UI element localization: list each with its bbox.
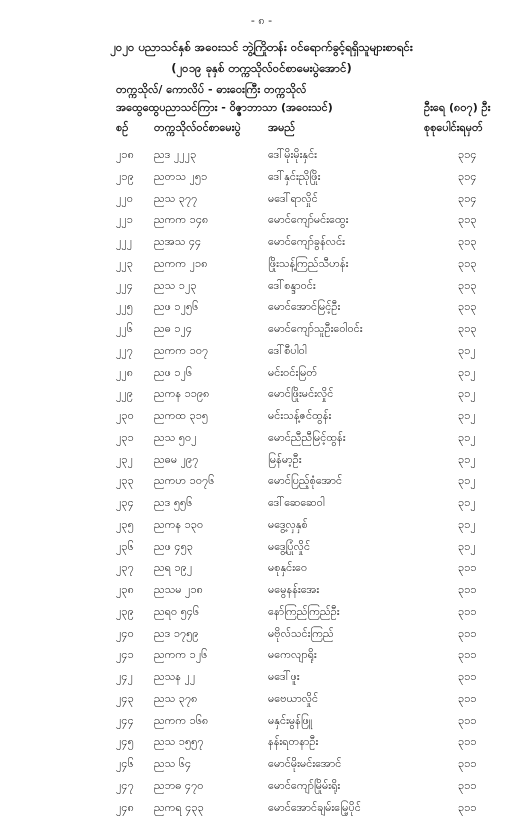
student-name: မောင်ကျော်မြိုမ်းရိုး [268,779,340,795]
table-row [0,188,523,210]
roll-number: ညကက ၁၂၆ [154,648,207,664]
student-name: မမွေနန်းအေး [268,583,319,599]
total-marks: ၃၁၂ [458,431,476,447]
row-number: ၂၃၁ [116,431,134,447]
total-marks: ၃၁၃ [458,300,477,316]
total-marks: ၃၁၁ [458,714,477,730]
student-name: မင်းသန့်ဇင်ထွန်း [268,409,331,425]
total-marks: ၃၁၁ [458,627,477,643]
table-row [0,362,523,384]
table-row [0,536,523,558]
roll-number: ညကက ၁၆၈ [154,714,208,730]
row-number: ၂၃၈ [116,583,134,599]
student-name: မဒေါ်ရာလှိုင် [268,192,318,208]
table-row [0,144,523,166]
student-name: မဗေယာလှိုင် [268,692,318,708]
student-list [0,144,523,818]
roll-number: ညကထ ၃၁၅ [154,409,208,425]
student-name: မောင်ကျော်ခွန်လင်း [268,235,345,251]
table-row [0,644,523,666]
student-name: မောင်မိုးမင်းအောင် [268,757,341,773]
total-marks: ၃၁၄ [458,148,477,164]
header-total-marks: စုစုပေါင်းရမှတ် [424,121,483,137]
row-number: ၂၂၇ [116,344,133,360]
roll-number: ညဒ ၂၂၂၃ [154,148,196,164]
roll-number: ညဓ ၁၂၄ [154,322,192,338]
row-number: ၂၄၅ [116,735,134,751]
roll-number: ညအသ ၄၄ [154,235,201,251]
total-marks: ၃၁၁ [458,605,477,621]
total-marks: ၃၁၁ [458,692,477,708]
row-number: ၂၃၇ [116,561,134,577]
roll-number: ညဓမ ၂၉၇ [154,453,198,469]
total-marks: ၃၁၁ [458,583,477,599]
total-marks: ၃၁၂ [458,387,476,403]
total-marks: ၃၁၁ [458,735,477,751]
total-marks: ၃၁၃ [458,279,477,295]
table-row [0,340,523,362]
roll-number: ညသမ ၂၁၈ [154,583,203,599]
total-marks: ၃၁၂ [458,409,476,425]
total-marks: ၃၁၂ [458,453,476,469]
roll-number: ညသ ၁၂၃ [154,279,197,295]
roll-number: ညသ ၅၀၂ [154,431,197,447]
row-number: ၂၂၃ [116,257,133,273]
total-marks: ၃၁၃ [458,235,477,251]
student-name: ဖြိုးသန့်ကြည်သီဟန်း [268,257,348,273]
document-subtitle: (၂၀၁၉ ခုနှစ် တက္ကသိုလ်ဝင်စာမေးပွဲအောင်) [0,61,523,78]
roll-number: ညကန ၁၁၉၈ [154,387,209,403]
student-name: မဒွေ့ပြုံလှိုင် [268,540,310,556]
student-name: ဒေါ်ဆေဆေဝါ [268,496,325,512]
student-name: မောင်ကျော်သူဦးဝေါဝင်း [268,322,363,338]
table-row [0,166,523,188]
row-number: ၂၂၂ [116,235,132,251]
roll-number: ညရ ၁၉၂ [154,561,192,577]
roll-number: ညသ ၃၇၇ [154,192,197,208]
roll-number: ညဖ ၄၅၃ [154,540,193,556]
total-marks: ၃၁၂ [458,518,476,534]
table-row [0,427,523,449]
total-marks: ၃၁၁ [458,757,477,773]
table-row [0,449,523,471]
table-row [0,275,523,297]
table-row [0,688,523,710]
table-row [0,296,523,318]
table-row [0,318,523,340]
total-marks: ၃၁၁ [458,648,477,664]
row-number: ၂၃၄ [116,496,134,512]
row-number: ၂၄၈ [116,801,134,817]
total-marks: ၃၁၁ [458,670,477,686]
roll-number: ညဒ ၅၅၆ [154,496,192,512]
roll-number: ညသန ၂၂ [154,670,195,686]
student-name: မင်းဝင်းမြတ် [268,366,317,382]
row-number: ၂၂၁ [116,213,133,229]
document-title: ၂၀၂၀ ပညာသင်နှစ် အဝေးသင် ဘွဲ့ကြိုတန်း ဝင်ရောက်ခွင့်ရရှိသူများစာရင်း [0,40,523,57]
page-number: - ၈ - [0,14,523,30]
total-marks: ၃၁၃ [458,257,477,273]
row-number: ၂၄၁ [116,648,134,664]
total-marks: ၃၁၁ [458,779,477,795]
table-row [0,383,523,405]
student-name: မောင်ပြည့်စုံအောင် [268,474,342,490]
table-row [0,557,523,579]
roll-number: ညကဟ ၁၀၇၆ [154,474,214,490]
table-row [0,579,523,601]
row-number: ၂၄၇ [116,779,134,795]
table-row [0,470,523,492]
roll-number: ညကက ၁၀၇ [154,344,208,360]
total-marks: ၃၁၂ [458,540,476,556]
roll-number: ညသ ၃၇၈ [154,692,197,708]
table-row [0,231,523,253]
row-number: ၂၃၀ [116,409,134,425]
roll-number: ညဖ ၁၂၆ [154,366,192,382]
row-number: ၂၂၀ [116,192,133,208]
table-row [0,710,523,732]
row-number: ၂၃၅ [116,518,134,534]
row-number: ၂၃၆ [116,540,134,556]
row-number: ၂၃၃ [116,474,134,490]
total-marks: ၃၁၃ [458,322,477,338]
roll-number: ညသ ၆၄ [154,757,191,773]
roll-number: ညဖ ၁၂၅၆ [154,300,198,316]
table-row [0,623,523,645]
student-name: မောင်ကျော်မင်းထွေး [268,213,348,229]
table-row [0,753,523,775]
student-name: မောင်အောင်ချမ်းမြေ့ပိုင် [268,801,361,817]
row-number: ၂၂၈ [116,366,133,382]
roll-number: ညကရ ၄၃၃ [154,801,204,817]
table-row [0,601,523,623]
total-marks: ၃၁၂ [458,366,476,382]
table-row [0,797,523,818]
row-number: ၂၃၉ [116,605,134,621]
student-name: ဒေါ်မိုးမိုးနှင်း [268,148,317,164]
student-name: မြန်မာ့ဦး [268,453,302,469]
student-name: မကေလျာရိုး [268,648,317,664]
subject-line: အထွေထွေပညာသင်ကြား - ဝိဇ္ဇာဘာသာ (အဝေးသင်) [116,101,333,117]
table-row [0,775,523,797]
table-row [0,209,523,231]
student-name: ဒေါ်စန္ဒာဝင်း [268,279,316,295]
student-name: မနှင်းမွန်ဖြူ [268,714,312,730]
roll-number: ညကန ၁၃၀ [154,518,203,534]
roll-number: ညကက ၁၄၈ [154,213,208,229]
total-marks: ၃၁၁ [458,801,477,817]
university-line: တက္ကသိုလ်/ ကောလိပ် - ဓားဝေးကြီး တက္ကသိုလ် [116,83,306,99]
student-name: မဗိုလ်သင်းကြည် [268,627,334,643]
table-row [0,666,523,688]
student-name: မောင်အောင်မြင့်ဦး [268,300,340,316]
header-roll-number: တက္ကသိုလ်ဝင်စာမေးပွဲ [154,121,241,137]
roll-number: ညဘဓ ၄၇၀ [154,779,203,795]
student-name: မစုနှင်းဝေ [268,561,307,577]
row-number: ၂၂၆ [116,322,133,338]
table-row [0,492,523,514]
row-number: ၂၂၅ [116,300,133,316]
row-number: ၂၂၉ [116,387,133,403]
total-marks: ၃၁၄ [458,170,477,186]
total-marks: ၃၁၂ [458,474,476,490]
header-no: စဉ် [116,121,128,137]
student-name: နန်းရတနာဦး [268,735,318,751]
roll-number: ညကက ၂၁၈ [154,257,208,273]
student-name: မဒေါ်ဖူး [268,670,300,686]
student-name: ဒေါ်နှင်းညိုဖြိုး [268,170,320,186]
student-name: မောင်ဖြိုးမင်းလှိုင် [268,387,333,403]
table-row [0,253,523,275]
row-number: ၂၄၀ [116,627,134,643]
header-name: အမည် [268,121,295,137]
table-row [0,514,523,536]
table-row [0,405,523,427]
row-number: ၂၄၆ [116,757,134,773]
student-name: မောင်ညီညီမြင့်ထွန်း [268,431,346,447]
roll-number: ညဒ ၁၇၅၉ [154,627,199,643]
total-marks: ၃၁၂ [458,344,476,360]
row-number: ၂၂၄ [116,279,133,295]
row-number: ၂၃၂ [116,453,133,469]
table-row [0,731,523,753]
roll-number: ညတသ ၂၅၁ [154,170,207,186]
student-name: မဒွေ့လှနှစ် [268,518,308,534]
row-number: ၂၁၈ [116,148,134,164]
row-number: ၂၄၂ [116,670,133,686]
roll-number: ညရဝ ၅၄၆ [154,605,199,621]
total-marks: ၃၁၄ [458,192,477,208]
roll-number: ညသ ၁၅၅၇ [154,735,204,751]
row-number: ၂၁၉ [116,170,134,186]
total-marks: ၃၁၁ [458,561,477,577]
row-number: ၂၄၄ [116,714,134,730]
student-name: နော်ကြည်ကြည်ဦး [268,605,340,621]
row-number: ၂၄၃ [116,692,134,708]
total-marks: ၃၁၃ [458,213,477,229]
total-marks: ၃၁၂ [458,496,476,512]
student-name: ဒေါ်စီပါဝါ [268,344,307,360]
count-line: ဦးရေ (၈၀၇) ဦး [424,101,490,117]
